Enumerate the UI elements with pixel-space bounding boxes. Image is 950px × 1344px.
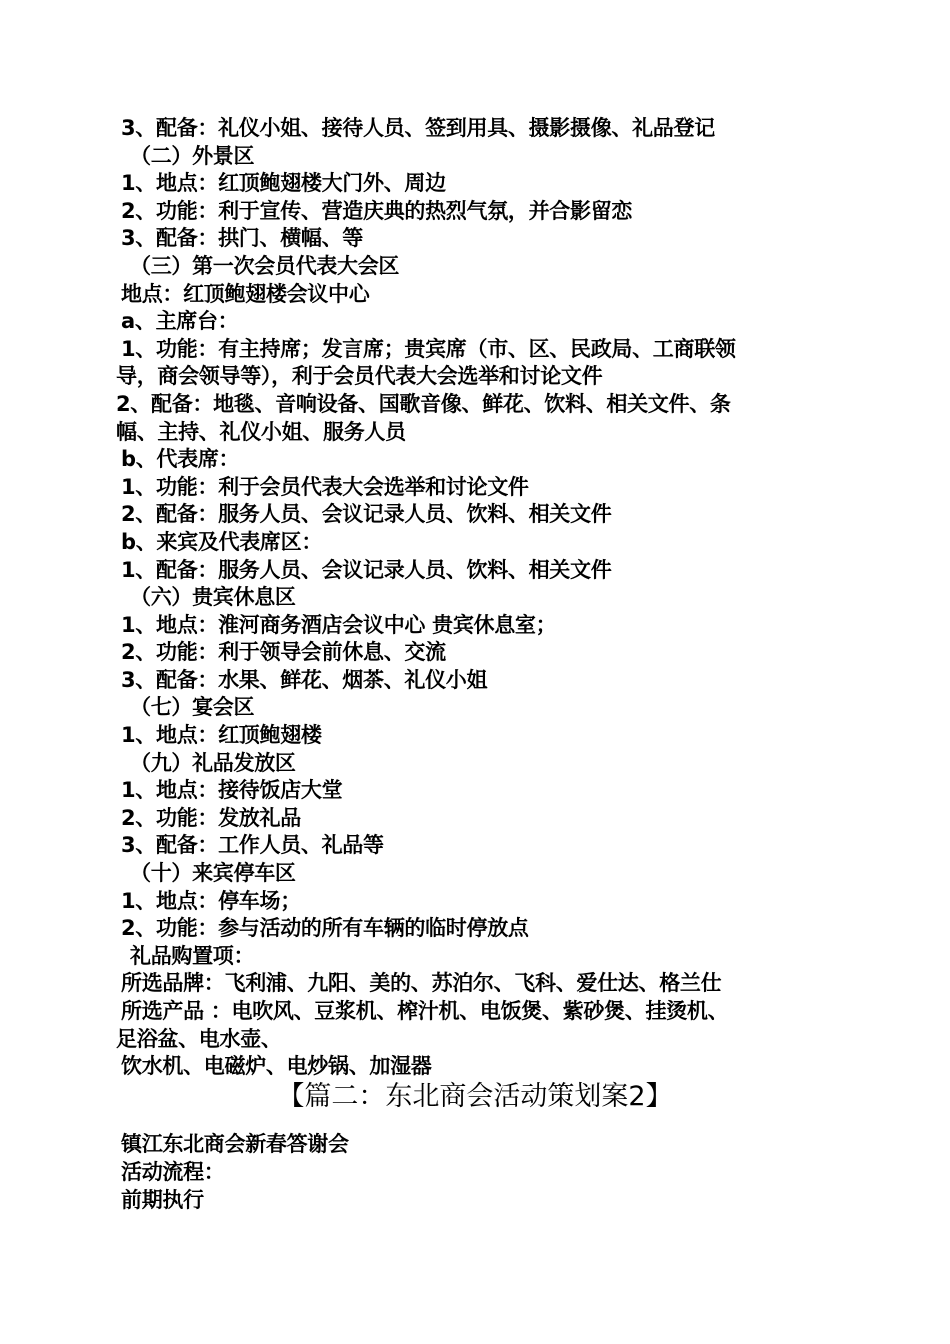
text-line: 前期执行 <box>121 1188 204 1212</box>
text-line: 1、地点：停车场； <box>121 888 301 913</box>
section-heading: 【篇二：东北商会活动策划案2】 <box>277 1081 673 1112</box>
text-line: 幅、主持、礼仪小姐、服务人员 <box>116 419 406 444</box>
text-line: 1、地点：淮河商务酒店会议中心 贵宾休息室； <box>121 612 557 637</box>
text-line: 2、功能：发放礼品 <box>121 805 301 830</box>
text-line: b、代表席： <box>121 447 240 472</box>
text-line: 饮水机、电磁炉、电炒锅、加湿器 <box>121 1054 432 1079</box>
text-line: 3、配备：礼仪小姐、接待人员、签到用具、摄影摄像、礼品登记 <box>121 116 715 140</box>
section-title: （三）第一次会员代表大会区 <box>130 253 400 278</box>
text-line: 3、配备：水果、鲜花、烟茶、礼仪小姐 <box>121 667 488 692</box>
text-line: 2、配备：地毯、音响设备、国歌音像、鲜花、饮料、相关文件、条 <box>116 391 731 416</box>
section-two-body <box>121 1130 841 1214</box>
section-title: （六）贵宾休息区 <box>130 585 296 610</box>
text-line: 1、功能：有主持席；发言席；贵宾席（市、区、民政局、工商联领 <box>121 336 736 361</box>
text-line: 2、配备：服务人员、会议记录人员、饮料、相关文件 <box>121 502 612 527</box>
text-line: 2、功能：参与活动的所有车辆的临时停放点 <box>121 916 529 941</box>
text-line: a、主席台： <box>121 309 239 334</box>
text-line: 地点：红顶鲍翅楼会议中心 <box>121 281 370 306</box>
text-line: 1、地点：红顶鲍翅楼 <box>121 723 322 748</box>
text-line: 2、功能：利于宣传、营造庆典的热烈气氛，并合影留恋 <box>121 198 633 223</box>
section-title: （二）外景区 <box>130 143 255 168</box>
text-line: 所选品牌：飞利浦、九阳、美的、苏泊尔、飞科、爱仕达、格兰仕 <box>121 971 722 996</box>
document-body <box>116 115 836 1081</box>
text-line: 3、配备：拱门、横幅、等 <box>121 226 364 251</box>
text-line: 1、配备：服务人员、会议记录人员、饮料、相关文件 <box>121 557 612 582</box>
section-title: （九）礼品发放区 <box>130 750 296 775</box>
section-title: （十）来宾停车区 <box>130 861 296 886</box>
section-title: （七）宴会区 <box>130 695 255 720</box>
text-line: 1、功能：利于会员代表大会选举和讨论文件 <box>121 474 529 499</box>
text-line: 镇江东北商会新春答谢会 <box>121 1132 349 1156</box>
text-line: 1、地点：接待饭店大堂 <box>121 778 343 803</box>
text-line: 足浴盆、电水壶、 <box>116 1026 282 1051</box>
text-line: b、来宾及代表席区： <box>121 529 323 554</box>
text-line: 所选产品 ：电吹风、豆浆机、榨汁机、电饭煲、紫砂煲、挂烫机、 <box>121 999 729 1023</box>
text-line: 礼品购置项： <box>130 943 255 968</box>
text-line: 2、功能：利于领导会前休息、交流 <box>121 640 446 665</box>
text-line: 导，商会领导等），利于会员代表大会选举和讨论文件 <box>116 364 603 389</box>
text-line: 1、地点：红顶鲍翅楼大门外、周边 <box>121 171 446 196</box>
text-line: 活动流程： <box>121 1160 225 1184</box>
text-line: 3、配备：工作人员、礼品等 <box>121 833 384 858</box>
